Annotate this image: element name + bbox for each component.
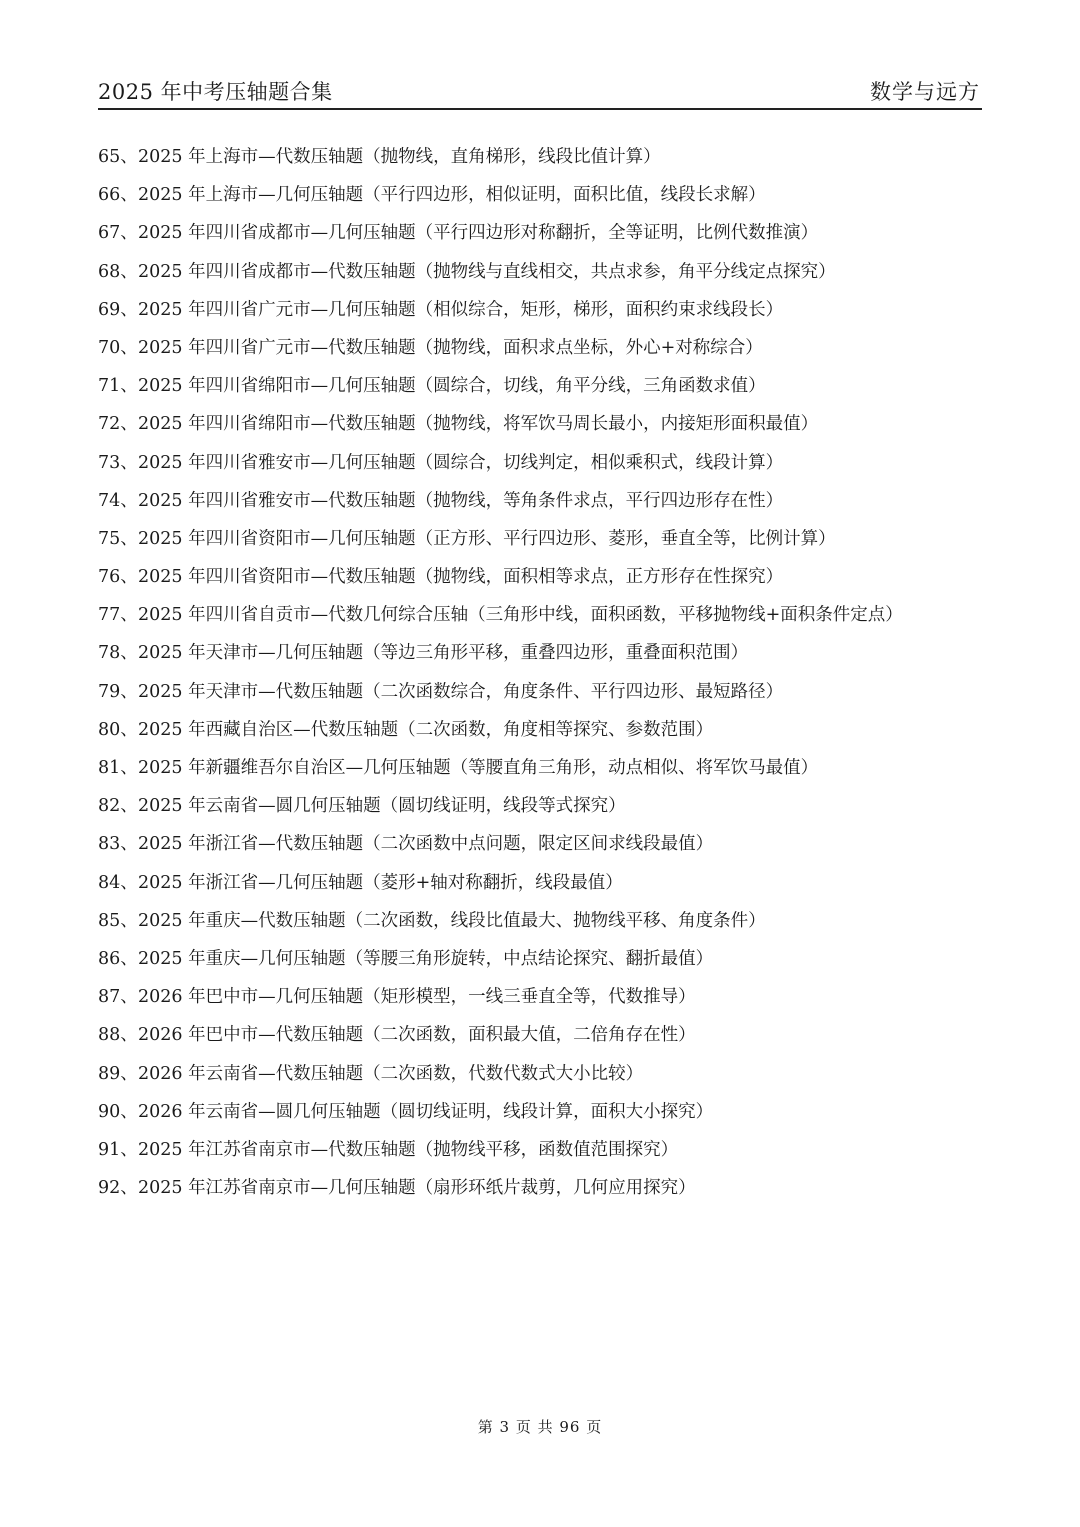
toc-item-title: 2025 年上海市—代数压轴题（抛物线，直角梯形，线段比值计算） bbox=[138, 147, 661, 167]
table-of-contents bbox=[98, 142, 978, 1211]
toc-item-number: 85、 bbox=[98, 910, 138, 931]
toc-item-title: 2025 年浙江省—代数压轴题（二次函数中点问题，限定区间求线段最值） bbox=[138, 834, 714, 855]
toc-item-title: 2025 年四川省成都市—代数压轴题（抛物线与直线相交，共点求参，角平分线定点探究） bbox=[138, 261, 836, 282]
toc-item-title: 2025 年四川省绵阳市—几何压轴题（圆综合，切线，角平分线，三角函数求值） bbox=[138, 376, 766, 397]
toc-item-number: 80、 bbox=[98, 719, 138, 740]
header-title: 2025 年中考压轴题合集 bbox=[98, 80, 333, 104]
toc-item[interactable] bbox=[98, 562, 978, 600]
toc-item[interactable] bbox=[98, 1020, 978, 1058]
header-brand: 数学与远方 bbox=[870, 80, 980, 104]
toc-item[interactable] bbox=[98, 486, 978, 524]
toc-item[interactable] bbox=[98, 791, 978, 829]
toc-item-number: 71、 bbox=[98, 376, 138, 397]
toc-item[interactable] bbox=[98, 638, 978, 676]
toc-item[interactable] bbox=[98, 868, 978, 906]
toc-item[interactable] bbox=[98, 333, 978, 371]
toc-item[interactable] bbox=[98, 1059, 978, 1097]
toc-item-title: 2026 年云南省—圆几何压轴题（圆切线证明，线段计算，面积大小探究） bbox=[138, 1101, 714, 1122]
toc-item-title: 2025 年天津市—几何压轴题（等边三角形平移，重叠四边形，重叠面积范围） bbox=[138, 643, 749, 664]
toc-item-title: 2025 年四川省资阳市—几何压轴题（正方形、平行四边形、菱形，垂直全等，比例计算） bbox=[138, 528, 836, 549]
toc-item[interactable] bbox=[98, 982, 978, 1020]
toc-item-title: 2025 年西藏自治区—代数压轴题（二次函数，角度相等探究、参数范围） bbox=[138, 719, 714, 740]
toc-item-number: 89、 bbox=[98, 1063, 138, 1084]
toc-item-number: 65、 bbox=[98, 147, 138, 167]
toc-item[interactable] bbox=[98, 371, 978, 409]
toc-item[interactable] bbox=[98, 600, 978, 638]
toc-item[interactable] bbox=[98, 295, 978, 333]
toc-item-title: 2025 年重庆—几何压轴题（等腰三角形旋转，中点结论探究、翻折最值） bbox=[138, 948, 714, 969]
toc-item-title: 2025 年四川省雅安市—代数压轴题（抛物线，等角条件求点，平行四边形存在性） bbox=[138, 490, 784, 511]
toc-item-number: 91、 bbox=[98, 1139, 138, 1160]
toc-item-title: 2025 年四川省资阳市—代数压轴题（抛物线，面积相等求点，正方形存在性探究） bbox=[138, 567, 784, 588]
toc-item-title: 2025 年天津市—代数压轴题（二次函数综合，角度条件、平行四边形、最短路径） bbox=[138, 681, 784, 702]
toc-item-title: 2025 年上海市—几何压轴题（平行四边形，相似证明，面积比值，线段长求解） bbox=[138, 185, 766, 206]
toc-item[interactable] bbox=[98, 142, 978, 180]
toc-item-number: 88、 bbox=[98, 1025, 138, 1046]
page-header bbox=[98, 76, 982, 110]
toc-item-number: 75、 bbox=[98, 528, 138, 549]
toc-item-number: 87、 bbox=[98, 987, 138, 1008]
toc-item[interactable] bbox=[98, 218, 978, 256]
toc-item-number: 82、 bbox=[98, 796, 138, 817]
toc-item-title: 2026 年巴中市—代数压轴题（二次函数，面积最大值，二倍角存在性） bbox=[138, 1025, 696, 1046]
toc-item-title: 2025 年浙江省—几何压轴题（菱形+轴对称翻折，线段最值） bbox=[138, 872, 623, 893]
toc-item-number: 78、 bbox=[98, 643, 138, 664]
toc-item-title: 2026 年云南省—代数压轴题（二次函数，代数代数式大小比较） bbox=[138, 1063, 644, 1084]
toc-item-number: 90、 bbox=[98, 1101, 138, 1122]
toc-item-number: 72、 bbox=[98, 414, 138, 435]
toc-item-number: 73、 bbox=[98, 452, 138, 473]
toc-item-title: 2025 年四川省广元市—几何压轴题（相似综合，矩形，梯形，面积约束求线段长） bbox=[138, 299, 784, 320]
toc-item-number: 86、 bbox=[98, 948, 138, 969]
toc-item-title: 2025 年四川省雅安市—几何压轴题（圆综合，切线判定，相似乘积式，线段计算） bbox=[138, 452, 784, 473]
toc-item[interactable] bbox=[98, 1135, 978, 1173]
toc-item-title: 2025 年江苏省南京市—代数压轴题（抛物线平移，函数值范围探究） bbox=[138, 1139, 679, 1160]
toc-item[interactable] bbox=[98, 829, 978, 867]
toc-item[interactable] bbox=[98, 448, 978, 486]
toc-item[interactable] bbox=[98, 753, 978, 791]
toc-item[interactable] bbox=[98, 677, 978, 715]
toc-item-number: 92、 bbox=[98, 1178, 138, 1199]
toc-item-title: 2025 年四川省广元市—代数压轴题（抛物线，面积求点坐标，外心+对称综合） bbox=[138, 337, 763, 358]
toc-item-number: 68、 bbox=[98, 261, 138, 282]
toc-item-number: 77、 bbox=[98, 605, 138, 626]
toc-item-title: 2025 年四川省绵阳市—代数压轴题（抛物线，将军饮马周长最小，内接矩形面积最值） bbox=[138, 414, 819, 435]
toc-item-title: 2025 年四川省自贡市—代数几何综合压轴（三角形中线，面积函数，平移抛物线+面积条件定点） bbox=[138, 605, 903, 626]
toc-item-title: 2025 年四川省成都市—几何压轴题（平行四边形对称翻折，全等证明，比例代数推演） bbox=[138, 223, 819, 244]
toc-item[interactable] bbox=[98, 944, 978, 982]
toc-item[interactable] bbox=[98, 409, 978, 447]
toc-item-number: 67、 bbox=[98, 223, 138, 244]
toc-item[interactable] bbox=[98, 906, 978, 944]
toc-item[interactable] bbox=[98, 1173, 978, 1211]
toc-item[interactable] bbox=[98, 257, 978, 295]
toc-item-number: 70、 bbox=[98, 337, 138, 358]
toc-item-number: 69、 bbox=[98, 299, 138, 320]
toc-item[interactable] bbox=[98, 1097, 978, 1135]
toc-item[interactable] bbox=[98, 524, 978, 562]
toc-item-number: 74、 bbox=[98, 490, 138, 511]
toc-item-number: 83、 bbox=[98, 834, 138, 855]
toc-item-number: 66、 bbox=[98, 185, 138, 206]
toc-item-title: 2025 年云南省—圆几何压轴题（圆切线证明，线段等式探究） bbox=[138, 796, 626, 817]
toc-item-number: 81、 bbox=[98, 758, 138, 778]
toc-item-title: 2025 年江苏省南京市—几何压轴题（扇形环纸片裁剪，几何应用探究） bbox=[138, 1178, 696, 1199]
toc-item-number: 84、 bbox=[98, 872, 138, 893]
toc-item-title: 2025 年新疆维吾尔自治区—几何压轴题（等腰直角三角形，动点相似、将军饮马最值） bbox=[138, 758, 819, 778]
toc-item-number: 79、 bbox=[98, 681, 138, 702]
page-footer: 第 3 页 共 96 页 bbox=[477, 1418, 603, 1436]
toc-item-number: 76、 bbox=[98, 567, 138, 588]
toc-item-title: 2025 年重庆—代数压轴题（二次函数，线段比值最大、抛物线平移、角度条件） bbox=[138, 910, 766, 931]
toc-item-title: 2026 年巴中市—几何压轴题（矩形模型，一线三垂直全等，代数推导） bbox=[138, 987, 696, 1008]
toc-item[interactable] bbox=[98, 180, 978, 218]
toc-item[interactable] bbox=[98, 715, 978, 753]
